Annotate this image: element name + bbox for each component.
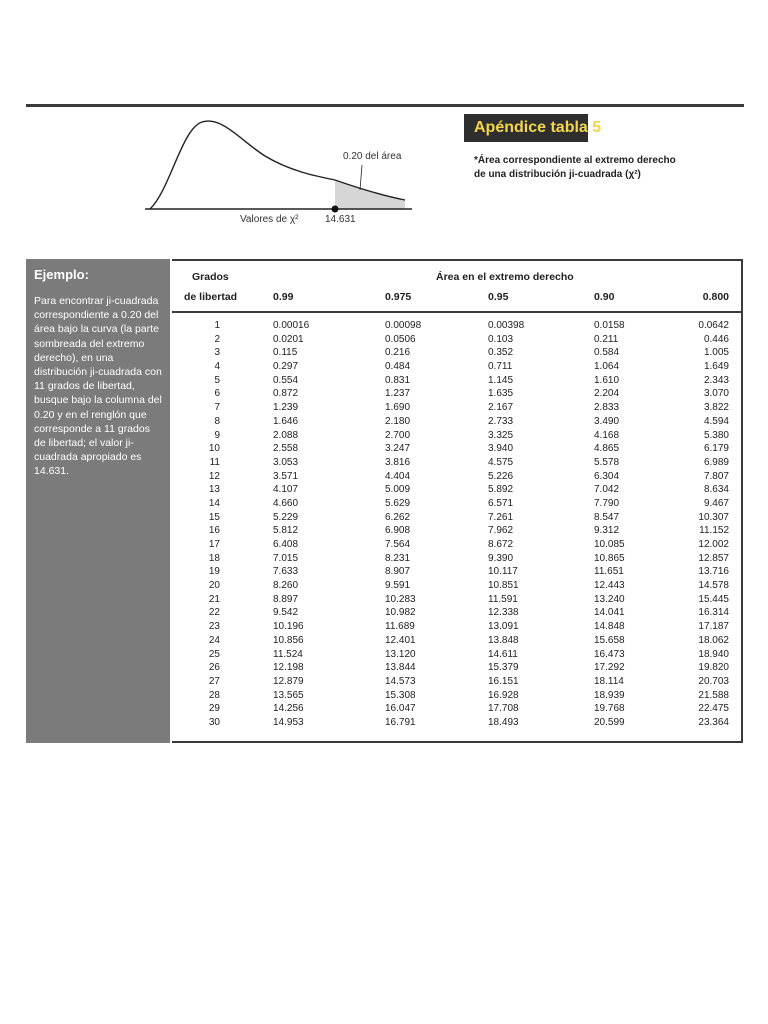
value-cell: 0.872 xyxy=(273,388,299,400)
value-cell: 4.168 xyxy=(594,429,620,441)
table-row xyxy=(172,401,741,415)
value-cell: 0.115 xyxy=(273,347,298,359)
value-cell: 3.940 xyxy=(488,443,514,455)
value-cell: 8.260 xyxy=(273,580,299,592)
value-cell: 2.558 xyxy=(273,443,299,455)
value-cell: 10.117 xyxy=(488,566,518,578)
value-cell: 7.564 xyxy=(385,539,411,550)
degrees-of-freedom-cell: 8 xyxy=(214,415,220,427)
value-cell: 7.962 xyxy=(488,525,514,537)
appendix-subtitle xyxy=(474,154,724,182)
value-cell: 11.524 xyxy=(273,648,303,660)
column-header: 0.90 xyxy=(594,291,615,303)
value-cell: 9.390 xyxy=(488,552,514,564)
value-cell: 10.851 xyxy=(488,580,519,592)
value-cell: 13.120 xyxy=(385,648,416,660)
value-cell: 0.484 xyxy=(385,361,411,373)
value-cell: 14.611 xyxy=(488,648,518,660)
value-cell: 14.953 xyxy=(273,716,304,728)
value-cell: 1.646 xyxy=(273,415,299,427)
value-cell: 4.107 xyxy=(273,484,299,496)
value-cell: 1.005 xyxy=(703,347,729,359)
value-cell: 2.733 xyxy=(488,415,514,427)
value-cell: 4.404 xyxy=(385,470,411,482)
axis-label: Valores de χ² xyxy=(240,214,299,225)
header-area: Área en el extremo derecho xyxy=(436,271,574,283)
value-cell: 10.283 xyxy=(385,593,416,605)
value-cell: 15.379 xyxy=(488,662,519,674)
degrees-of-freedom-cell: 25 xyxy=(208,648,220,660)
value-cell: 4.660 xyxy=(273,497,299,509)
degrees-of-freedom-cell: 2 xyxy=(214,333,220,345)
table-row xyxy=(172,716,741,730)
value-cell: 7.042 xyxy=(594,484,620,496)
value-cell: 13.565 xyxy=(273,689,304,701)
value-cell: 18.940 xyxy=(698,648,729,660)
value-cell: 23.364 xyxy=(698,716,729,728)
value-cell: 2.167 xyxy=(488,402,514,414)
value-cell: 0.00016 xyxy=(273,320,310,331)
value-cell: 0.00398 xyxy=(488,320,525,331)
value-cell: 6.179 xyxy=(703,443,729,455)
table-row xyxy=(172,483,741,497)
table-body xyxy=(172,319,741,730)
subtitle-line-2: de una distribución ji-cuadrada (χ²) xyxy=(474,169,641,180)
value-cell: 4.594 xyxy=(703,415,729,427)
value-cell: 2.343 xyxy=(703,374,729,386)
table-row xyxy=(172,360,741,374)
chi-square-table xyxy=(172,259,743,743)
value-cell: 16.151 xyxy=(488,675,519,687)
value-cell: 11.152 xyxy=(699,525,729,537)
value-cell: 3.490 xyxy=(594,415,620,427)
example-title: Ejemplo: xyxy=(34,267,89,282)
value-cell: 13.716 xyxy=(698,566,729,578)
value-cell: 7.015 xyxy=(273,552,299,564)
value-cell: 5.812 xyxy=(273,525,299,537)
value-cell: 1.649 xyxy=(703,361,729,373)
value-cell: 3.571 xyxy=(273,470,299,482)
value-cell: 3.822 xyxy=(703,402,729,414)
table-row xyxy=(172,702,741,716)
table-row xyxy=(172,593,741,607)
value-cell: 4.575 xyxy=(488,456,514,468)
appendix-title: Apéndice tabla 5 xyxy=(464,114,588,142)
header-libertad: de libertad xyxy=(184,291,238,303)
value-cell: 20.703 xyxy=(698,675,729,687)
value-cell: 8.907 xyxy=(385,566,411,578)
table-row xyxy=(172,470,741,484)
degrees-of-freedom-cell: 24 xyxy=(208,634,220,646)
table-row xyxy=(172,606,741,620)
value-cell: 2.833 xyxy=(594,402,620,414)
value-cell: 16.047 xyxy=(385,703,416,715)
value-cell: 6.262 xyxy=(385,511,411,523)
example-text: Para encontrar ji-cuadrada correspondiente a 0.20 del área bajo la curva (la parte sombreada del extremo derecho), en una distribución ji-cuadrada con 11 grados de libertad, busque bajo la columna del 0.20 y en el renglón que corresponde a 11 grados de libertad; el valor ji-cuadrada apropiado es 14.631. xyxy=(34,295,162,478)
degrees-of-freedom-cell: 18 xyxy=(208,552,220,564)
value-cell: 6.989 xyxy=(703,456,729,468)
value-cell: 18.493 xyxy=(488,716,519,728)
value-cell: 7.807 xyxy=(703,470,729,482)
value-cell: 1.064 xyxy=(594,361,620,373)
degrees-of-freedom-cell: 13 xyxy=(208,484,220,496)
table-row xyxy=(172,497,741,511)
value-cell: 5.226 xyxy=(488,470,514,482)
shaded-tail xyxy=(335,180,405,209)
value-cell: 10.865 xyxy=(594,552,625,564)
subtitle-line-1: *Área correspondiente al extremo derecho xyxy=(474,155,676,166)
table-row xyxy=(172,675,741,689)
area-label: 0.20 del área xyxy=(343,151,402,162)
degrees-of-freedom-cell: 12 xyxy=(208,470,220,482)
value-cell: 9.312 xyxy=(594,525,620,537)
degrees-of-freedom-cell: 6 xyxy=(214,388,220,400)
value-cell: 8.897 xyxy=(273,593,299,605)
value-cell: 17.292 xyxy=(594,662,625,674)
degrees-of-freedom-cell: 5 xyxy=(214,374,220,386)
critical-value-dot xyxy=(332,206,339,213)
value-cell: 6.408 xyxy=(273,539,299,550)
value-cell: 15.445 xyxy=(698,593,729,605)
value-cell: 12.198 xyxy=(273,662,304,674)
value-cell: 16.791 xyxy=(385,716,416,728)
value-cell: 13.848 xyxy=(488,634,519,646)
column-header: 0.975 xyxy=(385,291,412,303)
value-cell: 11.689 xyxy=(385,621,415,633)
value-cell: 8.547 xyxy=(594,511,620,523)
table-row xyxy=(172,429,741,443)
value-cell: 12.443 xyxy=(594,580,625,592)
degrees-of-freedom-cell: 29 xyxy=(208,703,220,715)
value-cell: 8.672 xyxy=(488,539,514,550)
degrees-of-freedom-cell: 7 xyxy=(214,402,220,414)
degrees-of-freedom-cell: 11 xyxy=(209,456,220,468)
table-header xyxy=(172,261,741,313)
degrees-of-freedom-cell: 9 xyxy=(214,429,220,441)
value-cell: 10.307 xyxy=(698,511,729,523)
table-row xyxy=(172,456,741,470)
table-row xyxy=(172,552,741,566)
value-cell: 0.554 xyxy=(273,374,299,386)
table-row xyxy=(172,661,741,675)
table-row xyxy=(172,689,741,703)
value-cell: 8.231 xyxy=(385,552,411,564)
degrees-of-freedom-cell: 30 xyxy=(208,716,220,728)
degrees-of-freedom-cell: 4 xyxy=(214,361,220,373)
value-cell: 18.939 xyxy=(594,689,625,701)
example-panel xyxy=(26,259,170,743)
value-cell: 0.446 xyxy=(703,333,729,345)
value-cell: 0.0642 xyxy=(698,320,729,331)
value-cell: 2.088 xyxy=(273,429,299,441)
degrees-of-freedom-cell: 19 xyxy=(208,566,220,578)
value-cell: 10.856 xyxy=(273,634,304,646)
value-cell: 5.629 xyxy=(385,497,411,509)
value-cell: 0.211 xyxy=(594,333,619,345)
value-cell: 10.196 xyxy=(273,621,304,633)
value-cell: 11.651 xyxy=(594,566,624,578)
value-cell: 18.062 xyxy=(698,634,729,646)
value-cell: 6.304 xyxy=(594,470,620,482)
value-cell: 12.857 xyxy=(698,552,729,564)
value-cell: 0.216 xyxy=(385,347,411,359)
value-cell: 14.573 xyxy=(385,675,416,687)
value-cell: 3.816 xyxy=(385,456,411,468)
value-cell: 0.711 xyxy=(488,361,513,373)
value-cell: 6.571 xyxy=(488,497,514,509)
value-cell: 1.237 xyxy=(385,388,411,400)
value-cell: 0.103 xyxy=(488,333,514,345)
degrees-of-freedom-cell: 21 xyxy=(208,593,220,605)
critical-value-label: 14.631 xyxy=(325,214,356,225)
value-cell: 9.542 xyxy=(273,607,299,619)
value-cell: 17.187 xyxy=(698,621,729,633)
value-cell: 1.610 xyxy=(594,374,620,386)
degrees-of-freedom-cell: 10 xyxy=(208,443,220,455)
value-cell: 16.314 xyxy=(698,607,729,619)
degrees-of-freedom-cell: 3 xyxy=(214,347,220,359)
table-row xyxy=(172,415,741,429)
value-cell: 7.261 xyxy=(488,511,514,523)
value-cell: 13.240 xyxy=(594,593,625,605)
value-cell: 22.475 xyxy=(698,703,729,715)
table-row xyxy=(172,579,741,593)
value-cell: 21.588 xyxy=(698,689,729,701)
value-cell: 5.892 xyxy=(488,484,514,496)
value-cell: 1.145 xyxy=(488,374,514,386)
value-cell: 14.041 xyxy=(594,607,625,619)
table-row xyxy=(172,565,741,579)
degrees-of-freedom-cell: 27 xyxy=(208,675,220,687)
value-cell: 1.635 xyxy=(488,388,514,400)
table-row xyxy=(172,442,741,456)
value-cell: 5.380 xyxy=(703,429,729,441)
value-cell: 10.982 xyxy=(385,607,416,619)
value-cell: 16.928 xyxy=(488,689,519,701)
value-cell: 12.002 xyxy=(698,539,729,550)
degrees-of-freedom-cell: 14 xyxy=(208,497,220,509)
table-row xyxy=(172,387,741,401)
degrees-of-freedom-cell: 23 xyxy=(208,621,220,633)
value-cell: 0.831 xyxy=(385,374,411,386)
value-cell: 10.085 xyxy=(594,539,625,550)
value-cell: 5.009 xyxy=(385,484,411,496)
degrees-of-freedom-cell: 20 xyxy=(208,580,220,592)
top-rule xyxy=(26,104,744,107)
value-cell: 19.820 xyxy=(698,662,729,674)
degrees-of-freedom-cell: 26 xyxy=(208,662,220,674)
column-header: 0.99 xyxy=(273,291,294,303)
value-cell: 0.0506 xyxy=(385,333,416,345)
value-cell: 5.578 xyxy=(594,456,620,468)
table-row xyxy=(172,333,741,347)
value-cell: 15.308 xyxy=(385,689,416,701)
table-row xyxy=(172,346,741,360)
degrees-of-freedom-cell: 16 xyxy=(208,525,220,537)
column-header: 0.95 xyxy=(488,291,509,303)
value-cell: 14.256 xyxy=(273,703,304,715)
degrees-of-freedom-cell: 17 xyxy=(208,539,220,550)
value-cell: 3.070 xyxy=(703,388,729,400)
value-cell: 11.591 xyxy=(488,593,518,605)
value-cell: 18.114 xyxy=(594,675,624,687)
table-row xyxy=(172,319,741,333)
table-row xyxy=(172,648,741,662)
value-cell: 14.848 xyxy=(594,621,625,633)
value-cell: 0.297 xyxy=(273,361,299,373)
degrees-of-freedom-cell: 1 xyxy=(214,320,220,331)
value-cell: 17.708 xyxy=(488,703,519,715)
value-cell: 0.0158 xyxy=(594,320,625,331)
header-grados: Grados xyxy=(192,271,229,283)
value-cell: 9.467 xyxy=(703,497,729,509)
value-cell: 8.634 xyxy=(703,484,729,496)
value-cell: 0.584 xyxy=(594,347,620,359)
value-cell: 1.690 xyxy=(385,402,411,414)
value-cell: 7.633 xyxy=(273,566,299,578)
area-pointer xyxy=(360,165,362,190)
table-row xyxy=(172,374,741,388)
value-cell: 4.865 xyxy=(594,443,620,455)
value-cell: 12.401 xyxy=(385,634,416,646)
value-cell: 7.790 xyxy=(594,497,620,509)
value-cell: 3.247 xyxy=(385,443,411,455)
table-row xyxy=(172,620,741,634)
value-cell: 0.0201 xyxy=(273,333,304,345)
value-cell: 13.091 xyxy=(488,621,519,633)
value-cell: 3.325 xyxy=(488,429,514,441)
value-cell: 16.473 xyxy=(594,648,625,660)
column-header: 0.800 xyxy=(702,291,729,303)
value-cell: 5.229 xyxy=(273,511,299,523)
table-row xyxy=(172,538,741,552)
value-cell: 9.591 xyxy=(385,580,411,592)
value-cell: 2.204 xyxy=(594,388,620,400)
table-row xyxy=(172,634,741,648)
value-cell: 2.700 xyxy=(385,429,411,441)
degrees-of-freedom-cell: 28 xyxy=(208,689,220,701)
value-cell: 3.053 xyxy=(273,456,299,468)
value-cell: 0.352 xyxy=(488,347,514,359)
chi-square-figure xyxy=(140,110,420,235)
value-cell: 12.338 xyxy=(488,607,519,619)
value-cell: 0.00098 xyxy=(385,320,422,331)
degrees-of-freedom-cell: 22 xyxy=(208,607,220,619)
value-cell: 13.844 xyxy=(385,662,416,674)
value-cell: 19.768 xyxy=(594,703,625,715)
value-cell: 6.908 xyxy=(385,525,411,537)
value-cell: 15.658 xyxy=(594,634,625,646)
value-cell: 12.879 xyxy=(273,675,304,687)
value-cell: 2.180 xyxy=(385,415,411,427)
table-row xyxy=(172,524,741,538)
value-cell: 14.578 xyxy=(698,580,729,592)
table-row xyxy=(172,511,741,525)
value-cell: 1.239 xyxy=(273,402,299,414)
value-cell: 20.599 xyxy=(594,716,625,728)
degrees-of-freedom-cell: 15 xyxy=(208,511,220,523)
